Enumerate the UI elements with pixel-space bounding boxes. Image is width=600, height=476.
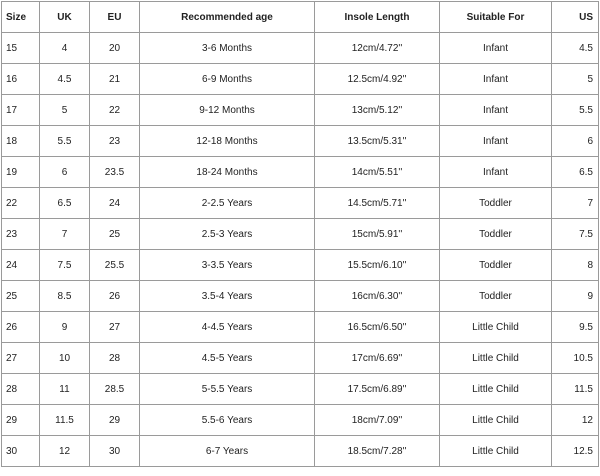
us-cell: 8 bbox=[552, 250, 599, 281]
insole-length-cell: 16.5cm/6.50'' bbox=[315, 312, 440, 343]
recommended-age-cell: 4.5-5 Years bbox=[140, 343, 315, 374]
uk-cell: 6 bbox=[40, 157, 90, 188]
insole-length-cell: 13.5cm/5.31'' bbox=[315, 126, 440, 157]
size-cell: 22 bbox=[2, 188, 40, 219]
suitable-for-cell: Infant bbox=[440, 157, 552, 188]
uk-cell: 11.5 bbox=[40, 405, 90, 436]
size-cell: 27 bbox=[2, 343, 40, 374]
insole-length-cell: 15cm/5.91'' bbox=[315, 219, 440, 250]
size-cell: 23 bbox=[2, 219, 40, 250]
uk-cell: 5 bbox=[40, 95, 90, 126]
suitable-for-cell: Little Child bbox=[440, 405, 552, 436]
table-row bbox=[2, 312, 599, 343]
uk-cell: 12 bbox=[40, 436, 90, 467]
header-uk: UK bbox=[40, 2, 90, 33]
size-cell: 18 bbox=[2, 126, 40, 157]
eu-cell: 23.5 bbox=[90, 157, 140, 188]
insole-length-cell: 16cm/6.30'' bbox=[315, 281, 440, 312]
header-row bbox=[2, 2, 599, 33]
size-cell: 24 bbox=[2, 250, 40, 281]
uk-cell: 7.5 bbox=[40, 250, 90, 281]
table-row bbox=[2, 64, 599, 95]
table-row bbox=[2, 219, 599, 250]
suitable-for-cell: Infant bbox=[440, 95, 552, 126]
uk-cell: 9 bbox=[40, 312, 90, 343]
recommended-age-cell: 5.5-6 Years bbox=[140, 405, 315, 436]
us-cell: 10.5 bbox=[552, 343, 599, 374]
recommended-age-cell: 2-2.5 Years bbox=[140, 188, 315, 219]
uk-cell: 5.5 bbox=[40, 126, 90, 157]
us-cell: 4.5 bbox=[552, 33, 599, 64]
eu-cell: 20 bbox=[90, 33, 140, 64]
header-eu: EU bbox=[90, 2, 140, 33]
us-cell: 12 bbox=[552, 405, 599, 436]
table-row bbox=[2, 157, 599, 188]
eu-cell: 28.5 bbox=[90, 374, 140, 405]
us-cell: 9 bbox=[552, 281, 599, 312]
suitable-for-cell: Little Child bbox=[440, 436, 552, 467]
size-cell: 17 bbox=[2, 95, 40, 126]
table-row bbox=[2, 188, 599, 219]
recommended-age-cell: 3-6 Months bbox=[140, 33, 315, 64]
eu-cell: 30 bbox=[90, 436, 140, 467]
suitable-for-cell: Toddler bbox=[440, 250, 552, 281]
uk-cell: 8.5 bbox=[40, 281, 90, 312]
recommended-age-cell: 5-5.5 Years bbox=[140, 374, 315, 405]
insole-length-cell: 17cm/6.69'' bbox=[315, 343, 440, 374]
table-row bbox=[2, 374, 599, 405]
size-cell: 19 bbox=[2, 157, 40, 188]
recommended-age-cell: 2.5-3 Years bbox=[140, 219, 315, 250]
insole-length-cell: 14cm/5.51'' bbox=[315, 157, 440, 188]
uk-cell: 6.5 bbox=[40, 188, 90, 219]
uk-cell: 7 bbox=[40, 219, 90, 250]
eu-cell: 26 bbox=[90, 281, 140, 312]
size-cell: 28 bbox=[2, 374, 40, 405]
recommended-age-cell: 3.5-4 Years bbox=[140, 281, 315, 312]
eu-cell: 25 bbox=[90, 219, 140, 250]
suitable-for-cell: Little Child bbox=[440, 343, 552, 374]
recommended-age-cell: 18-24 Months bbox=[140, 157, 315, 188]
eu-cell: 24 bbox=[90, 188, 140, 219]
size-cell: 30 bbox=[2, 436, 40, 467]
eu-cell: 25.5 bbox=[90, 250, 140, 281]
us-cell: 9.5 bbox=[552, 312, 599, 343]
suitable-for-cell: Little Child bbox=[440, 312, 552, 343]
insole-length-cell: 17.5cm/6.89'' bbox=[315, 374, 440, 405]
insole-length-cell: 14.5cm/5.71'' bbox=[315, 188, 440, 219]
eu-cell: 29 bbox=[90, 405, 140, 436]
header-size: Size bbox=[2, 2, 40, 33]
table-row bbox=[2, 250, 599, 281]
suitable-for-cell: Toddler bbox=[440, 188, 552, 219]
recommended-age-cell: 9-12 Months bbox=[140, 95, 315, 126]
suitable-for-cell: Infant bbox=[440, 126, 552, 157]
us-cell: 11.5 bbox=[552, 374, 599, 405]
table-row bbox=[2, 405, 599, 436]
uk-cell: 4 bbox=[40, 33, 90, 64]
header-us: US bbox=[552, 2, 599, 33]
table-row bbox=[2, 126, 599, 157]
size-chart-body bbox=[2, 33, 599, 467]
eu-cell: 28 bbox=[90, 343, 140, 374]
suitable-for-cell: Little Child bbox=[440, 374, 552, 405]
table-row bbox=[2, 33, 599, 64]
us-cell: 6.5 bbox=[552, 157, 599, 188]
size-cell: 26 bbox=[2, 312, 40, 343]
insole-length-cell: 15.5cm/6.10'' bbox=[315, 250, 440, 281]
table-row bbox=[2, 95, 599, 126]
size-cell: 29 bbox=[2, 405, 40, 436]
size-cell: 25 bbox=[2, 281, 40, 312]
table-row bbox=[2, 436, 599, 467]
size-cell: 16 bbox=[2, 64, 40, 95]
suitable-for-cell: Toddler bbox=[440, 219, 552, 250]
recommended-age-cell: 6-9 Months bbox=[140, 64, 315, 95]
eu-cell: 21 bbox=[90, 64, 140, 95]
table-row bbox=[2, 343, 599, 374]
us-cell: 5.5 bbox=[552, 95, 599, 126]
insole-length-cell: 18cm/7.09'' bbox=[315, 405, 440, 436]
eu-cell: 22 bbox=[90, 95, 140, 126]
recommended-age-cell: 12-18 Months bbox=[140, 126, 315, 157]
size-chart-table bbox=[1, 1, 599, 467]
header-recommended-age: Recommended age bbox=[140, 2, 315, 33]
us-cell: 7.5 bbox=[552, 219, 599, 250]
suitable-for-cell: Infant bbox=[440, 64, 552, 95]
uk-cell: 10 bbox=[40, 343, 90, 374]
suitable-for-cell: Infant bbox=[440, 33, 552, 64]
uk-cell: 4.5 bbox=[40, 64, 90, 95]
uk-cell: 11 bbox=[40, 374, 90, 405]
header-insole-length: Insole Length bbox=[315, 2, 440, 33]
table-row bbox=[2, 281, 599, 312]
us-cell: 7 bbox=[552, 188, 599, 219]
recommended-age-cell: 4-4.5 Years bbox=[140, 312, 315, 343]
suitable-for-cell: Toddler bbox=[440, 281, 552, 312]
insole-length-cell: 12cm/4.72'' bbox=[315, 33, 440, 64]
eu-cell: 27 bbox=[90, 312, 140, 343]
us-cell: 6 bbox=[552, 126, 599, 157]
us-cell: 5 bbox=[552, 64, 599, 95]
insole-length-cell: 13cm/5.12'' bbox=[315, 95, 440, 126]
recommended-age-cell: 6-7 Years bbox=[140, 436, 315, 467]
eu-cell: 23 bbox=[90, 126, 140, 157]
insole-length-cell: 18.5cm/7.28'' bbox=[315, 436, 440, 467]
insole-length-cell: 12.5cm/4.92'' bbox=[315, 64, 440, 95]
recommended-age-cell: 3-3.5 Years bbox=[140, 250, 315, 281]
size-cell: 15 bbox=[2, 33, 40, 64]
us-cell: 12.5 bbox=[552, 436, 599, 467]
size-chart-header bbox=[2, 2, 599, 33]
header-suitable-for: Suitable For bbox=[440, 2, 552, 33]
